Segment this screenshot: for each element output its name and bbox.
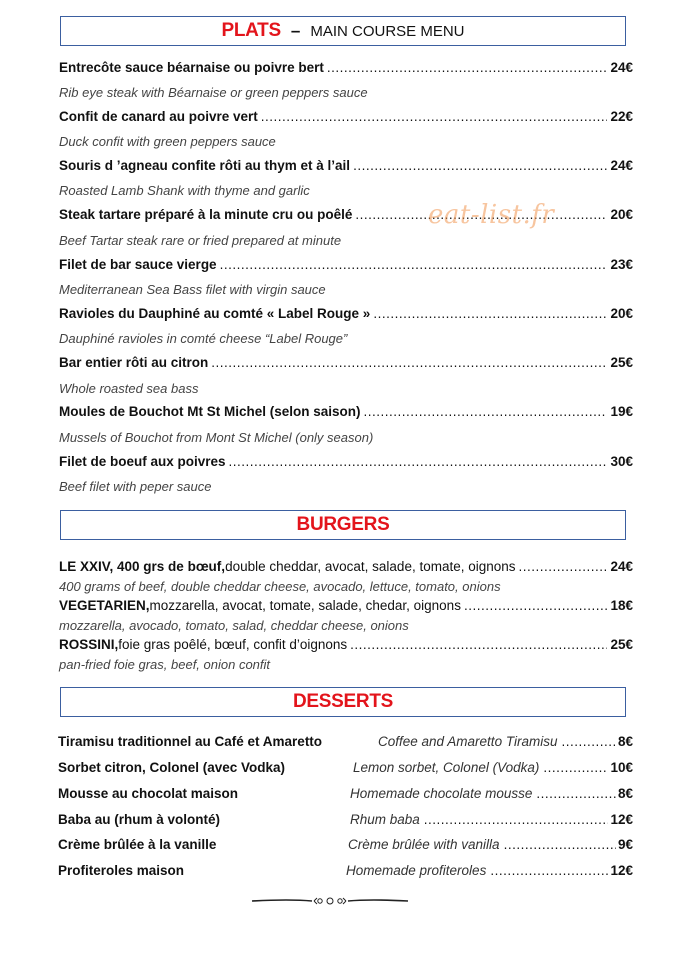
- menu-item: [59, 404, 633, 424]
- item-translation: Coffee and Amaretto Tiramisu: [378, 734, 558, 749]
- item-translation: Duck confit with green peppers sauce: [59, 134, 276, 149]
- item-name: Crème brûlée à la vanille: [58, 837, 217, 852]
- item-price: 12€: [610, 812, 633, 827]
- item-price: 18€: [610, 598, 633, 613]
- menu-item: [59, 454, 633, 474]
- item-name: Filet de bar sauce vierge: [59, 257, 217, 272]
- item-translation: mozzarella, avocado, tomato, salad, cheddar cheese, onions: [59, 618, 409, 633]
- menu-item: [59, 60, 633, 80]
- item-translation: Rhum baba: [350, 812, 420, 827]
- leader-dots: [373, 306, 607, 321]
- item-price: 24€: [610, 559, 633, 574]
- item-price: 19€: [610, 404, 633, 419]
- dessert-item: [58, 734, 633, 754]
- item-name: Mousse au chocolat maison: [58, 786, 239, 801]
- item-name: Souris d ’agneau confite rôti au thym et à l’ail: [59, 158, 351, 173]
- item-name: Entrecôte sauce béarnaise ou poivre bert: [59, 60, 324, 75]
- item-price: 8€: [617, 734, 633, 749]
- leader-dots: [543, 760, 608, 775]
- leader-dots: [229, 454, 608, 469]
- desserts-title: DESSERTS: [292, 691, 393, 712]
- menu-item: [59, 598, 633, 618]
- dessert-item: [58, 863, 633, 883]
- leader-dots: [327, 60, 608, 75]
- plats-title: PLATS: [221, 20, 281, 41]
- dessert-right: [346, 863, 633, 878]
- item-name: Baba au (rhum à volonté): [58, 812, 221, 827]
- item-name: Tiramisu traditionnel au Café et Amaretto: [58, 734, 323, 749]
- item-name: Sorbet citron, Colonel (avec Vodka): [58, 760, 286, 775]
- item-name: ROSSINI,: [59, 637, 119, 652]
- item-price: 24€: [610, 60, 633, 75]
- item-price: 22€: [610, 109, 633, 124]
- item-name: Ravioles du Dauphiné au comté « Label Rouge »: [59, 306, 371, 321]
- leader-dots: [220, 257, 608, 272]
- leader-dots: [211, 355, 607, 370]
- item-name: Filet de boeuf aux poivres: [59, 454, 226, 469]
- plats-subtitle: MAIN COURSE MENU: [310, 22, 465, 40]
- item-description: foie gras poêlé, bœuf, confit d’oignons: [118, 637, 348, 652]
- item-translation: Whole roasted sea bass: [59, 381, 199, 396]
- menu-item: [59, 637, 633, 657]
- leader-dots: [519, 559, 608, 574]
- plats-separator: –: [290, 21, 301, 40]
- dessert-right: [353, 760, 633, 775]
- item-translation: Beef Tartar steak rare or fried prepared at minute: [59, 233, 342, 248]
- leader-dots: [536, 786, 616, 801]
- item-translation: 400 grams of beef, double cheddar cheese, avocado, lettuce, tomato, onions: [59, 579, 501, 594]
- leader-dots: [464, 598, 608, 613]
- item-translation: Dauphiné ravioles in comté cheese “Label Rouge”: [59, 331, 348, 346]
- leader-dots: [364, 404, 608, 419]
- item-name: VEGETARIEN,: [59, 598, 150, 613]
- item-translation: pan-fried foie gras, beef, onion confit: [59, 657, 271, 672]
- menu-item: [59, 559, 633, 579]
- item-price: 8€: [617, 786, 633, 801]
- dessert-right: [350, 786, 633, 801]
- burgers-header: [60, 510, 626, 540]
- watermark: eat-list.fr: [428, 200, 555, 230]
- leader-dots: [353, 158, 607, 173]
- dessert-item: [58, 812, 633, 832]
- item-translation: Mussels of Bouchot from Mont St Michel (only season): [59, 430, 374, 445]
- leader-dots: [504, 837, 616, 852]
- item-name: Profiteroles maison: [58, 863, 185, 878]
- leader-dots: [490, 863, 608, 878]
- leader-dots: [350, 637, 607, 652]
- menu-item: [59, 158, 633, 178]
- item-price: 20€: [610, 306, 633, 321]
- item-description: double cheddar, avocat, salade, tomate, oignons: [225, 559, 516, 574]
- item-name: Confit de canard au poivre vert: [59, 109, 258, 124]
- item-price: 9€: [617, 837, 633, 852]
- item-translation: Beef filet with peper sauce: [59, 479, 212, 494]
- plats-header: [60, 16, 626, 46]
- item-translation: Mediterranean Sea Bass filet with virgin sauce: [59, 282, 326, 297]
- leader-dots: [424, 812, 609, 827]
- dessert-item: [58, 786, 633, 806]
- leader-dots: [261, 109, 608, 124]
- item-description: mozzarella, avocat, tomate, salade, chedar, oignons: [149, 598, 461, 613]
- item-name: Steak tartare préparé à la minute cru ou poêlé: [59, 207, 353, 222]
- item-price: 30€: [610, 454, 633, 469]
- item-name: Bar entier rôti au citron: [59, 355, 209, 370]
- item-name: LE XXIV, 400 grs de bœuf,: [59, 559, 226, 574]
- item-translation: Homemade chocolate mousse: [350, 786, 533, 801]
- item-price: 20€: [610, 207, 633, 222]
- dessert-right: [350, 812, 633, 827]
- item-name: Moules de Bouchot Mt St Michel (selon saison): [59, 404, 361, 419]
- item-price: 10€: [610, 760, 633, 775]
- item-price: 23€: [610, 257, 633, 272]
- burgers-title: BURGERS: [296, 514, 390, 535]
- item-translation: Homemade profiteroles: [346, 863, 487, 878]
- item-price: 25€: [610, 637, 633, 652]
- ornament-divider-icon: [250, 891, 410, 911]
- menu-item: [59, 306, 633, 326]
- dessert-item: [58, 760, 633, 780]
- leader-dots: [561, 734, 616, 749]
- item-translation: Roasted Lamb Shank with thyme and garlic: [59, 183, 310, 198]
- menu-item: [59, 257, 633, 277]
- dessert-right: [348, 837, 633, 852]
- menu-item: [59, 109, 633, 129]
- item-translation: Rib eye steak with Béarnaise or green peppers sauce: [59, 85, 368, 100]
- item-translation: Crème brûlée with vanilla: [348, 837, 500, 852]
- item-price: 25€: [610, 355, 633, 370]
- dessert-right: [378, 734, 633, 749]
- dessert-item: [58, 837, 633, 857]
- desserts-header: [60, 687, 626, 717]
- item-price: 12€: [610, 863, 633, 878]
- item-translation: Lemon sorbet, Colonel (Vodka): [353, 760, 540, 775]
- item-price: 24€: [610, 158, 633, 173]
- menu-item: [59, 355, 633, 375]
